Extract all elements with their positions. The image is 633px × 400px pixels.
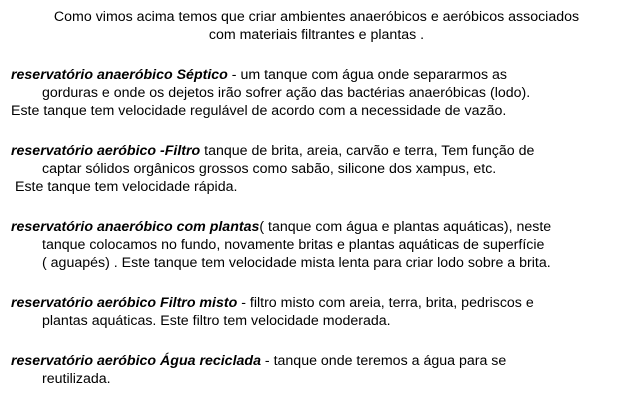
intro-line-2: com materiais filtrantes e plantas . bbox=[208, 27, 425, 43]
section-filter-heading bbox=[11, 142, 534, 160]
section-septic-text-3: Este tanque tem velocidade regulável de acordo com a necessidade de vazão. bbox=[11, 103, 507, 119]
section-recycled-text-1: - tanque onde teremos a água para se bbox=[260, 353, 507, 369]
section-plants-heading bbox=[11, 218, 551, 236]
section-septic-text-1: - um tanque com água onde separarmos as bbox=[227, 67, 508, 83]
section-septic-heading bbox=[11, 66, 507, 84]
section-recycled-heading bbox=[11, 352, 506, 370]
section-plants-text-3: ( aguapés) . Este tanque tem velocidade mista lenta para criar lodo sobre a brita. bbox=[42, 255, 551, 271]
section-mixed-heading bbox=[11, 294, 534, 312]
section-recycled-text-2: reutilizada. bbox=[42, 371, 111, 387]
intro-line-1: Como vimos acima temos que criar ambientes anaeróbicos e aeróbicos associados bbox=[53, 9, 580, 25]
section-filter-text-2: captar sólidos orgânicos grossos como sabão, silicone dos xampus, etc. bbox=[42, 161, 497, 177]
section-mixed-term: reservatório aeróbico Filtro misto bbox=[11, 295, 238, 311]
section-septic-text-2: gorduras e onde os dejetos irão sofrer ação das bactérias anaeróbicas (lodo). bbox=[42, 85, 531, 101]
section-mixed-text-2: plantas aquáticas. Este filtro tem velocidade moderada. bbox=[42, 313, 391, 329]
section-plants-term: reservatório anaeróbico com plantas bbox=[11, 219, 260, 235]
section-plants-text-2: tanque colocamos no fundo, novamente britas e plantas aquáticas de superfície bbox=[42, 237, 545, 253]
section-filter-text-3: Este tanque tem velocidade rápida. bbox=[15, 179, 238, 195]
section-recycled-term: reservatório aeróbico Água reciclada bbox=[11, 353, 261, 369]
section-filter-term: reservatório aeróbico -Filtro bbox=[11, 143, 201, 159]
section-plants-text-1: ( tanque com água e plantas aquáticas), neste bbox=[259, 219, 552, 235]
section-septic-term: reservatório anaeróbico Séptico bbox=[11, 67, 228, 83]
section-filter-text-1: tanque de brita, areia, carvão e terra, Tem função de bbox=[200, 143, 535, 159]
section-mixed-text-1: - filtro misto com areia, terra, brita, pedriscos e bbox=[237, 295, 534, 311]
